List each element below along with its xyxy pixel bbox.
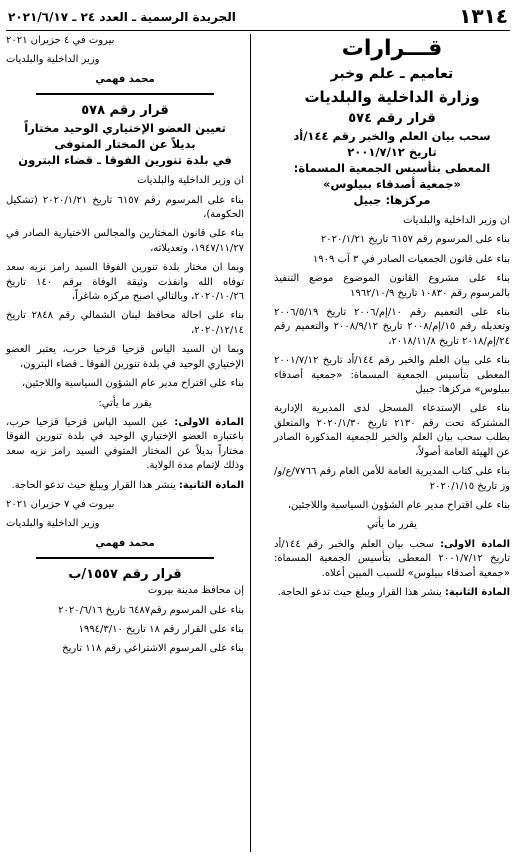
right-body-8: بناء على اقتراح مدير عام الشؤون السياسية واللاجئين، [287, 499, 510, 511]
decision-578-title-3: في بلدة تنورين الفوقا ـ قضاء البترون [18, 153, 232, 168]
bottom-signature-title: وزير الداخلية والبلديات [6, 518, 100, 530]
right-body-5: بناء على بيان العلم والخبر رقم ١٤٤/أد تاريخ ٢٠٠١/٧/١٢ المعطى بتأسيس الجمعية المسماة: «جمعية أصدقاء ببيلوس» مركزها: جبيل [274, 355, 511, 396]
left-decides: يقرر ما يأتي: [98, 397, 152, 409]
left-body2-1: بناء على المرسوم رقم٦٤٨٧ تاريخ ٢٠٢٠/٦/١٦ [58, 604, 244, 616]
ministry-title: وزارة الداخلية والبلديات [304, 88, 480, 106]
left-body2-0: إن محافظ مدينة بيروت [147, 585, 244, 597]
left-article-2-text: ينشر هذا القرار ويبلغ حيث تدعو الحاجة. [11, 479, 179, 491]
decision-574-title-2: تاريخ ٢٠٠١/٧/١٢ [347, 145, 437, 159]
decision-574-title-3: المعطى بتأسيس الجمعية المسماة: [293, 161, 491, 175]
separator-bottom [36, 557, 214, 559]
left-body-3: وبما ان مختار بلدة تنورين الفوقا السيد رامز نزيه سعد توفاه الله وانفذت وثيقة الوفاة برقم ١٤٠ تاريخ ٢٠٢٠/١٠/٢٦، وبالتالي اصبح مركزه شاغراً، [6, 262, 245, 303]
left-body-0: ان وزير الداخلية والبلديات [137, 175, 244, 187]
right-column [274, 34, 510, 852]
right-body-7: بناء على كتاب المديرية العامة للأمن العام رقم ٧٧٦٦/ع/و/وز تاريخ ٢٠٢٠/١/١٥ [274, 466, 510, 492]
page-header [6, 4, 510, 30]
decision-578-label: قرار رقم ٥٧٨ [81, 103, 169, 119]
separator-top [36, 93, 214, 95]
decision-578-title-1: تعيين العضو الإختياري الوحيد مختاراً [24, 121, 226, 136]
column-divider [250, 34, 251, 852]
right-body-0: ان وزير الداخلية والبلديات [403, 215, 510, 226]
decision-574-title-1: سحب بيان العلم والخبر رقم ١٤٤/أد [293, 129, 491, 143]
right-body-6: بناء على الإستدعاء المسجل لدى المديرية الإدارية المشتركة تحت رقم ٢١٣٠ تاريخ ٢٠٢٠/١/٣٠ والمتعلق بطلب سحب بيان العلم والخبر للجمعية المذكورة الصادر عن الهيئة العامة أصولاً، [274, 403, 510, 458]
article-2-text: ينشر هذا القرار ويبلغ حيث تدعو الحاجة. [277, 586, 445, 598]
top-date: بيروت في ٤ حزيران ٢٠٢١ [6, 35, 115, 46]
left-body2-2: بناء على القرار رقم ١٨ تاريخ ١٩٩٤/٣/١٠ [78, 623, 244, 635]
left-article-2-label: المادة الثانية: [178, 479, 244, 491]
right-body-1: بناء على المرسوم رقم ٦١٥٧ تاريخ ٢٠٢٠/١/٢١ [320, 234, 510, 246]
decision-574-title-5: مركزها: جبيل [353, 193, 431, 207]
article-2-label: المادة الثانية: [444, 586, 510, 598]
top-signature-name: محمد فهمي [95, 73, 155, 85]
issue-info: الجريدة الرسمية ـ العدد ٢٤ ـ ٢٠٢١/٦/١٧ [8, 10, 236, 24]
left-body-1: بناء على المرسوم رقم ٦١٥٧ تاريخ ٢٠٢٠/١/٢١ (تشكيل الحكومة)، [6, 194, 244, 221]
left-body-2: بناء على قانون المختارين والمجالس الاختيارية الصادر في ١٩٤٧/١١/٢٧، وتعديلاته، [6, 228, 244, 254]
left-article-1-text: عين السيد الياس قزحيا قزحيا حرب، باعتباره العضو الإختياري الوحيد في بلدة تنورين الفوقا مختاراً بديلاً عن المختار المتوفي السيد رامز نزيه سعد وذلك لإتمام مدة الولاية. [6, 416, 244, 472]
article-1-label: المادة الاولى: [440, 538, 510, 550]
decision-574-label: قرار رقم ٥٧٤ [348, 111, 436, 126]
left-article-2 [6, 479, 244, 493]
article-1-text: سحب بيان العلم والخبر رقم ١٤٤/أد تاريخ ٢٠٠١/٧/١٢ المعطى بتأسيس الجمعية المسماة: «جمعية أصدقاء ببيلوس» للسبب المبين أعلاه. [274, 538, 511, 579]
bottom-signature-name: محمد فهمي [95, 537, 155, 549]
left-column [6, 34, 244, 852]
left-body-6: بناء على اقتراح مدير عام الشؤون السياسية واللاجئين، [21, 378, 244, 390]
bottom-date: بيروت في ٧ حزيران ٢٠٢١ [6, 498, 115, 510]
decision-574-title-4: «جمعية أصدقاء ببيلوس» [323, 177, 461, 191]
decision-578-title-2: بديلاً عن المختار المتوفى [54, 137, 196, 152]
decision-1557-label: قرار رقم ١٥٥٧/ب [68, 567, 182, 583]
right-body-2: بناء على قانون الجمعيات الصادر في ٣ آب ١٩٠٩ [312, 253, 510, 265]
left-article-1-label: المادة الاولى: [174, 416, 244, 428]
left-body-4: بناء على احالة محافظ لبنان الشمالي رقم ٢٨٤٨ تاريخ ٢٠٢٠/١٢/١٤، [6, 310, 245, 336]
section-title: تعاميم ـ علم وخبر [330, 66, 454, 82]
left-body2-3: بناء على المرسوم الاشتراعي رقم ١١٨ تاريخ [62, 643, 244, 655]
right-body-4: بناء على التعميم رقم ١٠/إم/٢٠٠٦ تاريخ ٢٠٠٦/٥/١٩ وتعديله رقم ١٥/إم/٢٠٠٨ تاريخ ٢٠٠٨/٩/١٢ والتعميم رقم ٢٤/إم/٢٠١٨ تاريخ ٢٠١٨/١١/٨، [274, 307, 510, 347]
page-number: ١٣١٤ [459, 4, 508, 28]
right-article-1 [274, 538, 510, 581]
left-article-1 [6, 416, 244, 474]
left-body-5: وبما ان السيد الياس قزحيا قزحيا حرب، يعتبر العضو الإختياري الوحيد في بلدة تنورين الفوقا ـ قضاء البترون، [6, 344, 244, 370]
top-signature-title: وزير الداخلية والبلديات [6, 54, 100, 66]
main-title: قـــرارات [341, 36, 443, 61]
right-body-3: بناء على مشروع القانون الموضوع موضع التنفيذ بالمرسوم رقم ١٠٨٣٠ تاريخ ١٩٦٢/١٠/٩ [274, 273, 510, 299]
header-rule [6, 30, 510, 31]
right-decides: يقرر ما يأتي [367, 519, 417, 531]
right-article-2 [274, 586, 510, 600]
